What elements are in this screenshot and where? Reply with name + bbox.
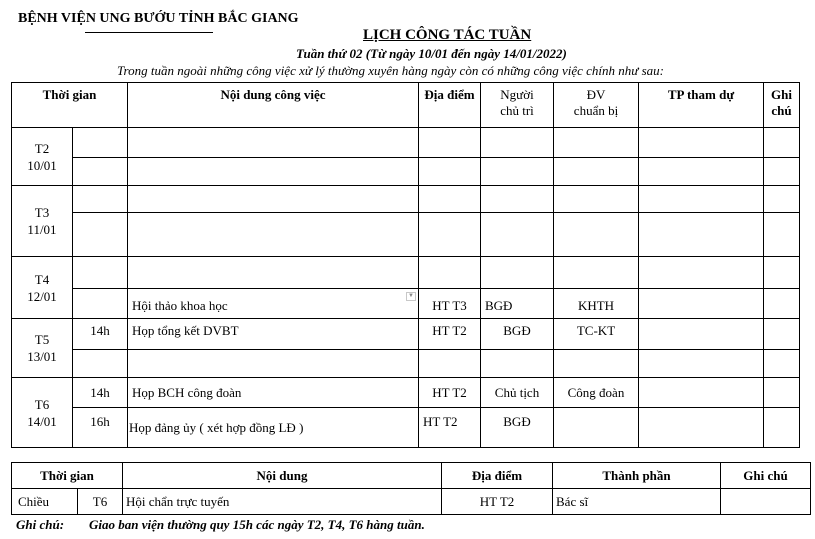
table-header-row — [12, 83, 800, 128]
table-row — [12, 350, 800, 378]
day-cell-t6: T6 14/01 — [12, 378, 73, 448]
duty-header-time: Thời gian — [12, 463, 123, 489]
table-row — [12, 158, 800, 186]
dropdown-arrow-icon[interactable]: ▼ — [406, 292, 416, 301]
header-content: Nội dung công việc — [128, 83, 419, 128]
table-row — [12, 213, 800, 257]
duty-header-row — [12, 463, 811, 489]
header-participants: TP tham dự — [639, 83, 764, 128]
content-cell[interactable]: Hội thảo khoa học ▼ — [128, 289, 419, 319]
hospital-underline — [85, 32, 213, 33]
footer-note: Giao ban viện thường quy 15h các ngày T2, T4, T6 hàng tuần. — [89, 517, 425, 532]
weekly-schedule-table — [11, 82, 800, 448]
day-cell-t2: T2 10/01 — [12, 128, 73, 186]
footer-label: Ghi chú: — [16, 517, 65, 532]
table-row — [12, 257, 800, 289]
table-row: 16h Họp đảng ủy ( xét hợp đồng LĐ ) HT T2 BGĐ — [12, 408, 800, 448]
header-time: Thời gian — [12, 83, 128, 128]
day-cell-t3: T3 11/01 — [12, 186, 73, 257]
day-cell-t5: T5 13/01 — [12, 319, 73, 378]
table-row: T6 14/01 14h Họp BCH công đoàn HT T2 Chủ tịch Công đoàn — [12, 378, 800, 408]
header-note: Ghi chú — [764, 83, 800, 128]
header-host: Người chủ trì — [481, 83, 554, 128]
table-row — [12, 128, 800, 158]
table-row — [12, 186, 800, 213]
header-location: Địa điểm — [419, 83, 481, 128]
table-row: Hội thảo khoa học ▼ HT T3 BGĐ KHTH — [12, 289, 800, 319]
duty-header-location: Địa điểm — [442, 463, 553, 489]
hospital-name: BỆNH VIỆN UNG BƯỚU TỈNH BẮC GIANG — [18, 11, 299, 26]
duty-row: Chiều T6 Hội chẩn trực tuyến HT T2 Bác sĩ — [12, 489, 811, 515]
day-cell-t4: T4 12/01 — [12, 257, 73, 319]
week-range: Tuần thứ 02 (Từ ngày 10/01 đến ngày 14/01/2022) — [296, 46, 567, 61]
duty-header-members: Thành phần — [553, 463, 721, 489]
table-row: T5 13/01 14h Họp tổng kết DVBT HT T2 BGĐ TC-KT — [12, 319, 800, 350]
header-prep: ĐV chuẩn bị — [554, 83, 639, 128]
duty-table — [11, 462, 811, 515]
duty-header-note: Ghi chú — [721, 463, 811, 489]
duty-header-content: Nội dung — [123, 463, 442, 489]
page-title: LỊCH CÔNG TÁC TUẦN — [363, 27, 532, 43]
intro-note: Trong tuần ngoài những công việc xử lý thường xuyên hàng ngày còn có những công việc chính như sau: — [117, 63, 664, 78]
